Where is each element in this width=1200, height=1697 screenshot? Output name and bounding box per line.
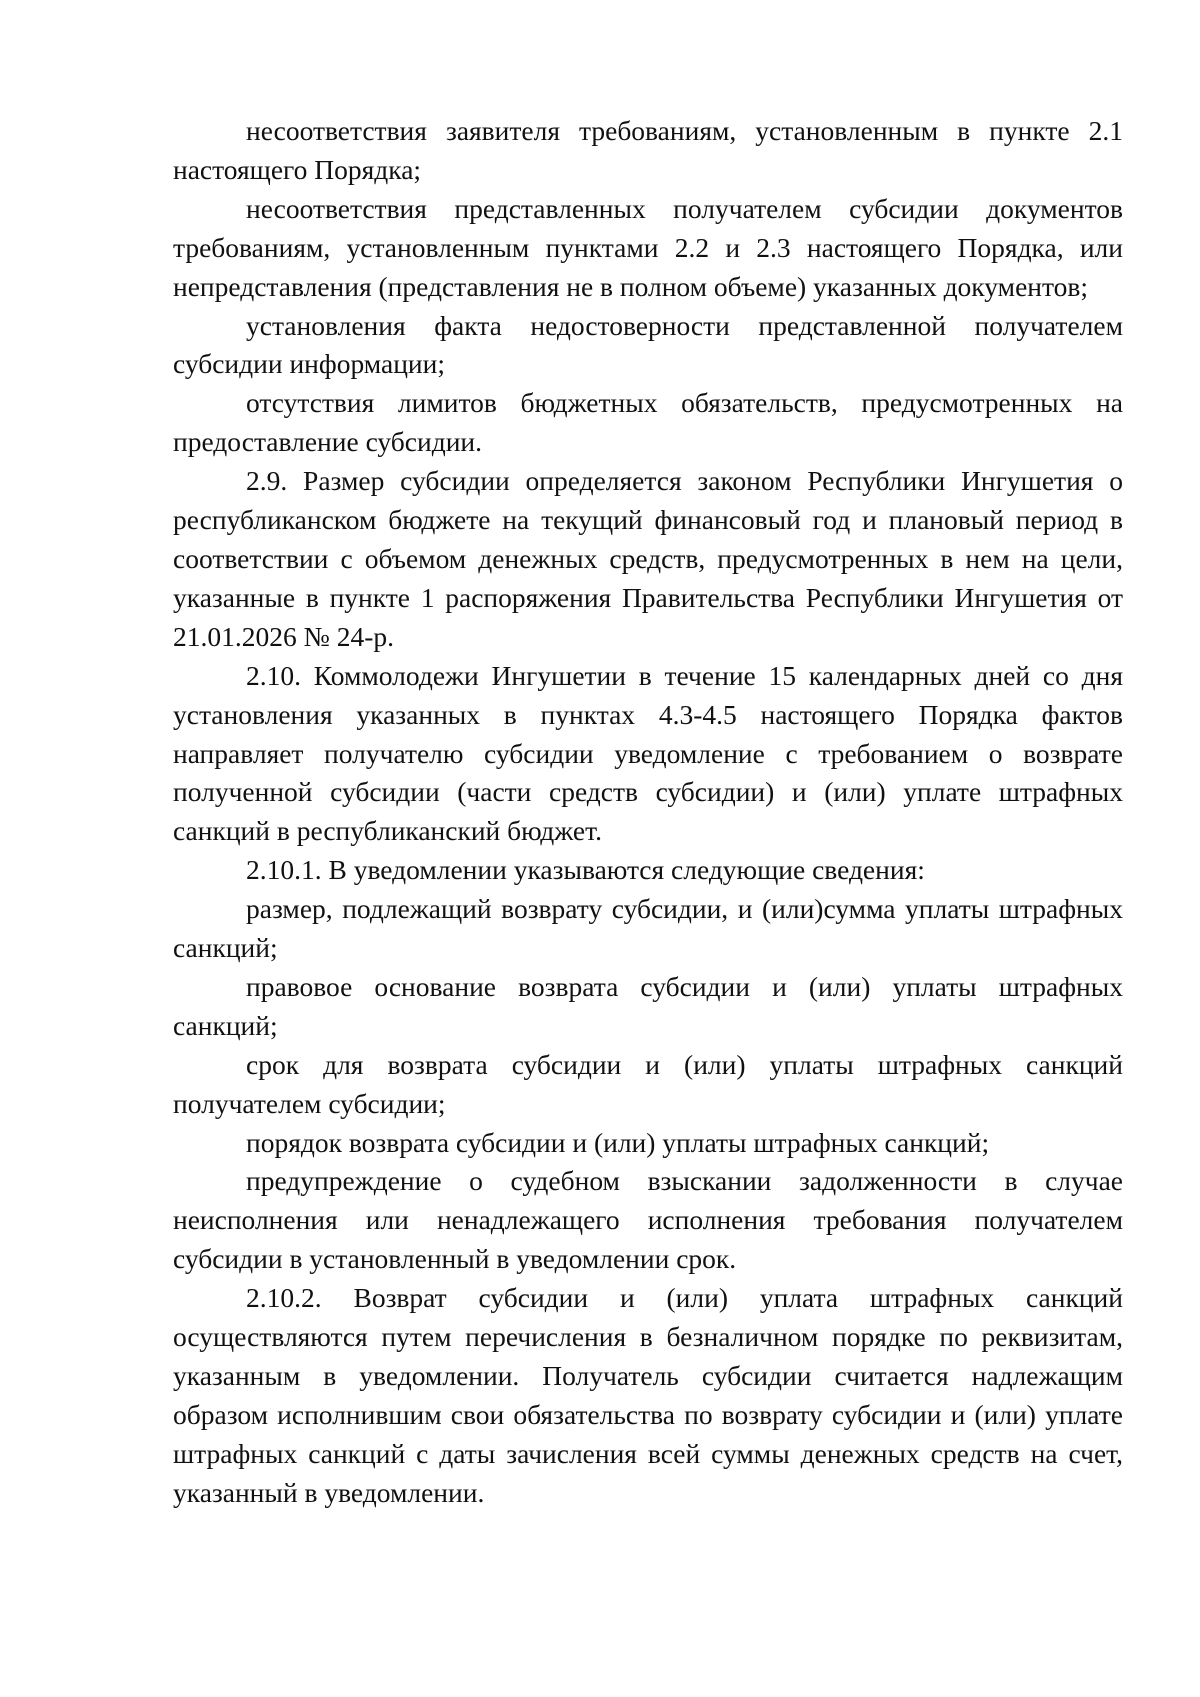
paragraph-refusal-false-info: установления факта недостоверности представленной получателем субсидии информации; — [173, 309, 1123, 380]
paragraph-refusal-noncompliance: несоответствия заявителя требованиям, установленным в пункте 2.1 настоящего Порядка; — [173, 115, 1123, 185]
paragraph-2-9: 2.9. Размер субсидии определяется законом Республики Ингушетия о республиканском бюджете на текущий финансовый год и плановый период в соответствии с объемом денежных средств, предусмотренных в нем на цели, указанные в пункте 1 распоряжения Правительства Республики Ингушетия от 21.01.2026 № 24-р. — [173, 465, 1123, 652]
paragraph-refusal-no-limits: отсутствия лимитов бюджетных обязательств, предусмотренных на предоставление субсидии. — [173, 387, 1123, 458]
paragraph-2-10: 2.10. Коммолодежи Ингушетии в течение 15 календарных дней со дня установления указанных в пунктах 4.3-4.5 настоящего Порядка фактов направляет получателю субсидии уведомление с требованием о возврате полученной субсидии (части средств субсидии) и (или) уплате штрафных санкций в республиканский бюджет. — [173, 659, 1123, 847]
paragraph-notice-legal-basis: правовое основание возврата субсидии и (или) уплаты штрафных санкций; — [173, 970, 1123, 1041]
paragraph-2-10-2: 2.10.2. Возврат субсидии и (или) уплата штрафных санкций осуществляются путем перечисления в безналичном порядке по реквизитам, указанным в уведомлении. Получатель субсидии считается надлежащим образом исполнившим свои обязательства по возврату субсидии и (или) уплате штрафных санкций с даты зачисления всей суммы денежных средств на счет, указанный в уведомлении. — [173, 1282, 1123, 1508]
paragraph-notice-warning: предупреждение о судебном взыскании задолженности в случае неисполнения или ненадлежащего исполнения требования получателем субсидии в установленный в уведомлении срок. — [173, 1165, 1123, 1275]
paragraph-2-10-1: 2.10.1. В уведомлении указываются следующие сведения: — [246, 854, 925, 886]
paragraph-notice-procedure: порядок возврата субсидии и (или) уплаты штрафных санкций; — [246, 1126, 990, 1158]
paragraph-refusal-documents: несоответствия представленных получателем субсидии документов требованиям, установленным пунктами 2.2 и 2.3 настоящего Порядка, или непредставления (представления не в полном объеме) указанных документов; — [173, 192, 1123, 302]
document-body — [173, 112, 1123, 1513]
paragraph-notice-deadline: срок для возврата субсидии и (или) уплаты штрафных санкций получателем субсидии; — [173, 1048, 1123, 1119]
paragraph-notice-amount: размер, подлежащий возврату субсидии, и (или)сумма уплаты штрафных санкций; — [173, 893, 1123, 964]
